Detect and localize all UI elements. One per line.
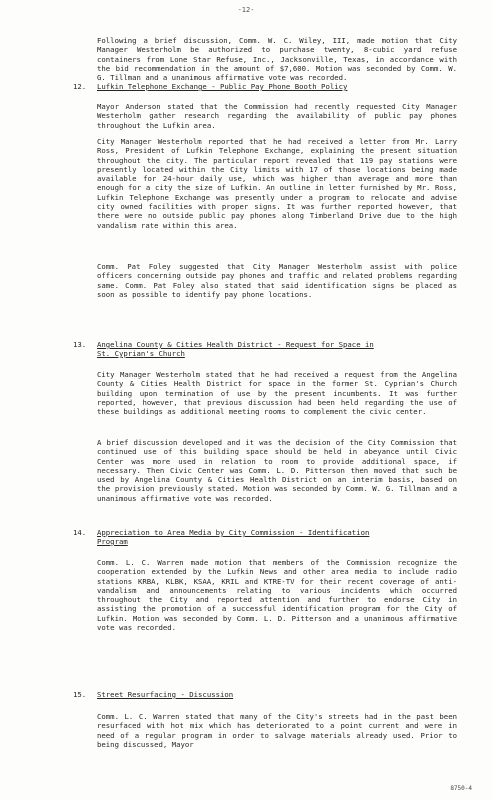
item-title-14-line2: Program [97, 537, 128, 546]
paragraph-13b: A brief discussion developed and it was the decision of the City Commission that continued use of this building space should be held in abeyance until Civic Center was more used in relation to room to provide additional space, if necessary. Then Civic Center was Comm. L. D. Pitterson then moved that such be used by Angelina County & Cities Health District on an interim basis, based on the provision previously stated. Motion was seconded by Comm. W. G. Tillman and a unanimous affirmative vote was recorded. [97, 438, 457, 503]
paragraph-15a: Comm. L. C. Warren stated that many of the City's streets had in the past been resurfaced with hot mix which has deteriorated to a point current and were in need of a regular program in order to salvage materials already used. Prior to being discussed, Mayor [97, 712, 457, 749]
item-title-15: Street Resurfacing - Discussion [97, 690, 234, 699]
paragraph-12b: City Manager Westerholm reported that he had received a letter from Mr. Larry Ross, President of Lufkin Telephone Exchange, explaining the present situation throughout the city. The particular report revealed that 119 pay stations were presently located within the City limits with 17 of those locations being made available for 24-hour daily use, which was higher than average and more than enough for a city the size of Lufkin. An outline in letter furnished by Mr. Ross, Lufkin Telephone Exchange was presently under a program to relocate and advise city owned facilities with proper signs. It was further reported however, that there were no outside public pay phones along Timberland Drive due to the high vandalism rate within this area. [97, 137, 457, 230]
paragraph-intro: Following a brief discussion, Comm. W. C. Wiley, III, made motion that City Manager Westerholm be authorized to purchase twenty, 8-cubic yard refuse containers from Lone Star Refuse, Inc., Jacksonville, Texas, in accordance with the bid recommendation in the amount of $7,600. Motion was seconded by Comm. W. G. Tillman and a unanimous affirmative vote was recorded. [97, 36, 457, 83]
footer-number: 8750-4 [450, 785, 472, 792]
page-number: -12- [237, 6, 255, 14]
item-title-12: Lufkin Telephone Exchange - Public Pay Phone Booth Policy [97, 82, 348, 91]
item-title-13-line2: St. Cyprian's Church [97, 349, 185, 358]
paragraph-12c: Comm. Pat Foley suggested that City Manager Westerholm assist with police officers concerning outside pay phones and traffic and related problems regarding same. Comm. Pat Foley also stated that said identification signs be placed as soon as possible to identify pay phone locations. [97, 262, 457, 299]
paragraph-14a: Comm. L. C. Warren made motion that members of the Commission recognize the cooperation extended by the Lufkin News and other area media to include radio stations KRBA, KLBK, KSAA, KRIL and KTRE-TV for their recent coverage of anti-vandalism and announcements relating to various incidents which occurred throughout the City and reported attention and further to endorse City in assisting the promotion of a successful identification program for the City of Lufkin. Motion was seconded by Comm. L. D. Pitterson and a unanimous affirmative vote was recorded. [97, 558, 457, 633]
item-title-14-line1: Appreciation to Area Media by City Commission - Identification [97, 528, 370, 537]
item-number-13: 13. [73, 340, 87, 349]
item-number-12: 12. [73, 82, 87, 91]
paragraph-12a: Mayor Anderson stated that the Commission had recently requested City Manager Westerholm gather research regarding the availability of public pay phones throughout the Lufkin area. [97, 102, 457, 130]
item-number-14: 14. [73, 528, 87, 537]
item-number-15: 15. [73, 690, 87, 699]
paragraph-13a: City Manager Westerholm stated that he had received a request from the Angelina County & Cities Health District for space in the former St. Cyprian's Church building upon termination of use by the present incumbents. It was further reported, however, that previous discussion had been held regarding the use of these buildings as additional meeting rooms to complement the civic center. [97, 370, 457, 417]
item-title-13-line1: Angelina County & Cities Health District - Request for Space in [97, 340, 374, 349]
